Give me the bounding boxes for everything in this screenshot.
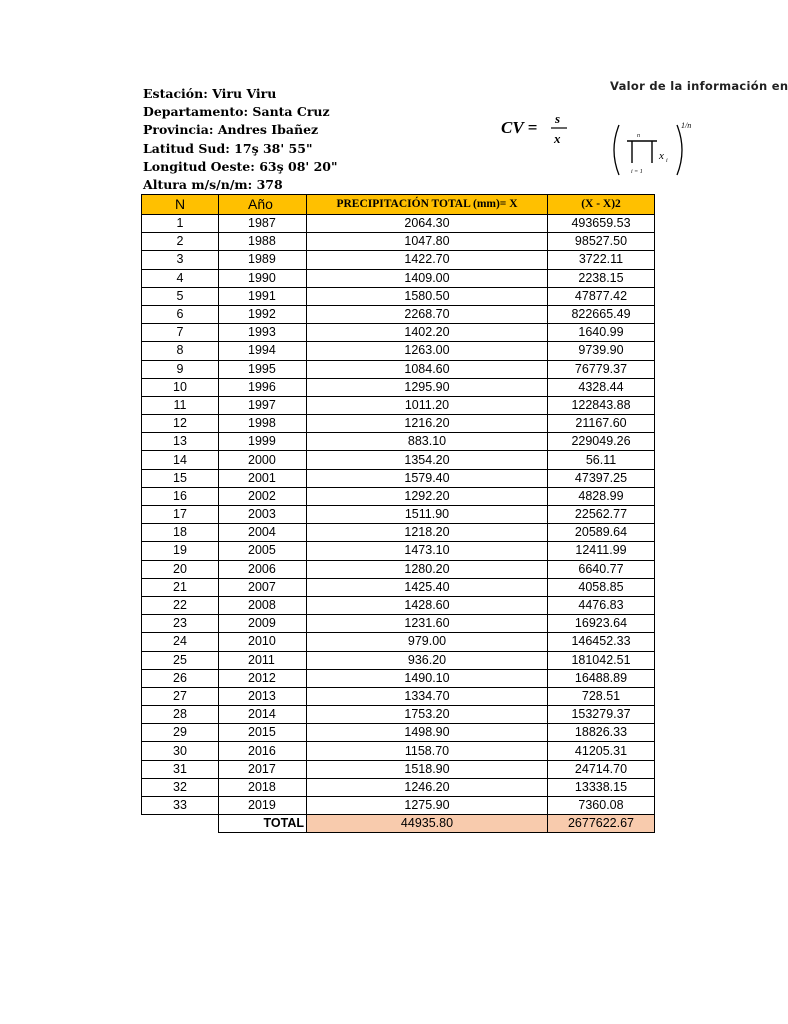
cell-n: 11 <box>142 396 219 414</box>
cell-year: 2003 <box>219 506 307 524</box>
table-row <box>142 669 655 687</box>
table-row <box>142 360 655 378</box>
station-longitude: Longitud Oeste: 63ş 08' 20" <box>143 158 338 174</box>
cell-n: 16 <box>142 487 219 505</box>
cell-n: 15 <box>142 469 219 487</box>
cell-year: 1988 <box>219 233 307 251</box>
cell-n: 20 <box>142 560 219 578</box>
cell-n: 21 <box>142 578 219 596</box>
cell-precipitation: 2064.30 <box>307 215 548 233</box>
cell-year: 2017 <box>219 760 307 778</box>
cell-precipitation: 1084.60 <box>307 360 548 378</box>
table-row <box>142 251 655 269</box>
cell-deviation: 18826.33 <box>548 724 655 742</box>
table-row <box>142 506 655 524</box>
cell-precipitation: 936.20 <box>307 651 548 669</box>
cell-deviation: 16923.64 <box>548 615 655 633</box>
cell-year: 1987 <box>219 215 307 233</box>
cell-year: 1997 <box>219 396 307 414</box>
cell-n: 22 <box>142 596 219 614</box>
cell-year: 1995 <box>219 360 307 378</box>
cell-year: 2016 <box>219 742 307 760</box>
cell-deviation: 146452.33 <box>548 633 655 651</box>
cell-n: 19 <box>142 542 219 560</box>
cell-deviation: 822665.49 <box>548 305 655 323</box>
cell-year: 2000 <box>219 451 307 469</box>
cell-n: 10 <box>142 378 219 396</box>
table-row <box>142 578 655 596</box>
cell-deviation: 3722.11 <box>548 251 655 269</box>
cell-year: 1990 <box>219 269 307 287</box>
cell-n: 29 <box>142 724 219 742</box>
cell-n: 14 <box>142 451 219 469</box>
cell-deviation: 76779.37 <box>548 360 655 378</box>
header-year: Año <box>219 195 307 215</box>
cell-deviation: 13338.15 <box>548 778 655 796</box>
table-row <box>142 287 655 305</box>
table-row <box>142 469 655 487</box>
product-formula-image <box>605 115 695 185</box>
cell-deviation: 12411.99 <box>548 542 655 560</box>
table-header-row <box>142 195 655 215</box>
cell-n: 2 <box>142 233 219 251</box>
table-row <box>142 342 655 360</box>
cell-deviation: 7360.08 <box>548 797 655 815</box>
cell-precipitation: 1275.90 <box>307 797 548 815</box>
table-row <box>142 396 655 414</box>
precipitation-table <box>141 194 655 833</box>
table-row <box>142 687 655 705</box>
cell-n: 7 <box>142 324 219 342</box>
cell-n: 9 <box>142 360 219 378</box>
table-row <box>142 487 655 505</box>
cell-precipitation: 1753.20 <box>307 706 548 724</box>
cell-deviation: 493659.53 <box>548 215 655 233</box>
cell-deviation: 229049.26 <box>548 433 655 451</box>
cell-precipitation: 1280.20 <box>307 560 548 578</box>
cell-deviation: 41205.31 <box>548 742 655 760</box>
svg-text:1/n: 1/n <box>681 121 692 130</box>
cv-formula-lhs: CV = <box>501 118 538 137</box>
cell-n: 3 <box>142 251 219 269</box>
table-row <box>142 778 655 796</box>
total-label: TOTAL <box>219 815 307 833</box>
svg-text:n: n <box>637 133 640 139</box>
cell-deviation: 24714.70 <box>548 760 655 778</box>
table-row <box>142 215 655 233</box>
cell-precipitation: 1295.90 <box>307 378 548 396</box>
cell-year: 2019 <box>219 797 307 815</box>
table-row <box>142 542 655 560</box>
cell-precipitation: 1425.40 <box>307 578 548 596</box>
table-row <box>142 560 655 578</box>
table-row <box>142 760 655 778</box>
station-altitude: Altura m/s/n/m: 378 <box>143 176 283 192</box>
table-total-row <box>142 815 655 833</box>
svg-text:x: x <box>554 131 561 146</box>
cell-n: 24 <box>142 633 219 651</box>
cell-precipitation: 1354.20 <box>307 451 548 469</box>
cell-year: 2009 <box>219 615 307 633</box>
svg-text:x: x <box>659 150 664 162</box>
table-row <box>142 378 655 396</box>
cell-year: 2015 <box>219 724 307 742</box>
cell-precipitation: 1409.00 <box>307 269 548 287</box>
table-row <box>142 433 655 451</box>
cell-deviation: 21167.60 <box>548 415 655 433</box>
cell-precipitation: 1231.60 <box>307 615 548 633</box>
total-precipitation: 44935.80 <box>307 815 548 833</box>
cell-n: 13 <box>142 433 219 451</box>
table-row <box>142 451 655 469</box>
table-row <box>142 415 655 433</box>
table-row <box>142 742 655 760</box>
cell-precipitation: 1158.70 <box>307 742 548 760</box>
cell-n: 8 <box>142 342 219 360</box>
cell-n: 12 <box>142 415 219 433</box>
cell-year: 2002 <box>219 487 307 505</box>
cell-precipitation: 1428.60 <box>307 596 548 614</box>
cell-n: 23 <box>142 615 219 633</box>
cell-deviation: 4058.85 <box>548 578 655 596</box>
cell-n: 27 <box>142 687 219 705</box>
cell-year: 1994 <box>219 342 307 360</box>
cell-year: 2013 <box>219 687 307 705</box>
cell-n: 33 <box>142 797 219 815</box>
station-latitude: Latitud Sud: 17ş 38' 55" <box>143 140 313 156</box>
cell-year: 1996 <box>219 378 307 396</box>
cell-n: 17 <box>142 506 219 524</box>
cell-precipitation: 1580.50 <box>307 287 548 305</box>
cell-year: 1991 <box>219 287 307 305</box>
cell-precipitation: 1218.20 <box>307 524 548 542</box>
cell-deviation: 9739.90 <box>548 342 655 360</box>
cell-deviation: 181042.51 <box>548 651 655 669</box>
cell-deviation: 122843.88 <box>548 396 655 414</box>
cell-deviation: 4828.99 <box>548 487 655 505</box>
cell-precipitation: 1490.10 <box>307 669 548 687</box>
table-row <box>142 633 655 651</box>
cell-precipitation: 1011.20 <box>307 396 548 414</box>
cell-precipitation: 1334.70 <box>307 687 548 705</box>
cv-formula-image <box>495 103 575 153</box>
cell-year: 2008 <box>219 596 307 614</box>
cell-deviation: 22562.77 <box>548 506 655 524</box>
table-row <box>142 324 655 342</box>
cell-precipitation: 979.00 <box>307 633 548 651</box>
cell-precipitation: 1047.80 <box>307 233 548 251</box>
cell-year: 2006 <box>219 560 307 578</box>
cell-year: 2014 <box>219 706 307 724</box>
cell-n: 5 <box>142 287 219 305</box>
cell-precipitation: 1511.90 <box>307 506 548 524</box>
cell-precipitation: 1246.20 <box>307 778 548 796</box>
table-body <box>142 215 655 815</box>
cell-deviation: 4476.83 <box>548 596 655 614</box>
cell-precipitation: 1473.10 <box>307 542 548 560</box>
cell-n: 4 <box>142 269 219 287</box>
cell-n: 18 <box>142 524 219 542</box>
cell-n: 25 <box>142 651 219 669</box>
total-deviation: 2677622.67 <box>548 815 655 833</box>
header-deviation: (X - X)2 <box>548 195 655 215</box>
cell-precipitation: 2268.70 <box>307 305 548 323</box>
cell-year: 1989 <box>219 251 307 269</box>
svg-text:i: i <box>666 158 668 164</box>
cell-year: 2007 <box>219 578 307 596</box>
cell-deviation: 98527.50 <box>548 233 655 251</box>
cell-year: 2004 <box>219 524 307 542</box>
cell-deviation: 47397.25 <box>548 469 655 487</box>
cell-deviation: 2238.15 <box>548 269 655 287</box>
cell-deviation: 20589.64 <box>548 524 655 542</box>
table-row <box>142 524 655 542</box>
station-province: Provincia: Andres Ibañez <box>143 122 319 138</box>
cell-deviation: 47877.42 <box>548 287 655 305</box>
table-row <box>142 596 655 614</box>
cell-year: 2010 <box>219 633 307 651</box>
cell-year: 2011 <box>219 651 307 669</box>
table-row <box>142 269 655 287</box>
svg-text:s: s <box>555 111 561 126</box>
cell-precipitation: 1518.90 <box>307 760 548 778</box>
cell-year: 1993 <box>219 324 307 342</box>
cell-deviation: 6640.77 <box>548 560 655 578</box>
table-row <box>142 651 655 669</box>
cell-year: 2001 <box>219 469 307 487</box>
cell-year: 1992 <box>219 305 307 323</box>
svg-text:i = 1: i = 1 <box>631 169 643 175</box>
formula-heading: Valor de la información en <box>610 79 788 93</box>
cell-n: 30 <box>142 742 219 760</box>
table-row <box>142 706 655 724</box>
table-row <box>142 724 655 742</box>
cell-precipitation: 1422.70 <box>307 251 548 269</box>
cell-deviation: 4328.44 <box>548 378 655 396</box>
cell-precipitation: 883.10 <box>307 433 548 451</box>
cell-precipitation: 1402.20 <box>307 324 548 342</box>
cell-n: 26 <box>142 669 219 687</box>
table-row <box>142 233 655 251</box>
cell-precipitation: 1579.40 <box>307 469 548 487</box>
cell-precipitation: 1292.20 <box>307 487 548 505</box>
cell-precipitation: 1498.90 <box>307 724 548 742</box>
station-department: Departamento: Santa Cruz <box>143 104 330 120</box>
table-row <box>142 615 655 633</box>
cell-deviation: 728.51 <box>548 687 655 705</box>
cell-deviation: 56.11 <box>548 451 655 469</box>
header-n: N <box>142 195 219 215</box>
cell-n: 1 <box>142 215 219 233</box>
cell-n: 32 <box>142 778 219 796</box>
table-row <box>142 305 655 323</box>
table-row <box>142 797 655 815</box>
cell-deviation: 1640.99 <box>548 324 655 342</box>
cell-n: 31 <box>142 760 219 778</box>
cell-year: 2005 <box>219 542 307 560</box>
cell-year: 1999 <box>219 433 307 451</box>
cell-n: 28 <box>142 706 219 724</box>
station-info <box>143 85 338 194</box>
cell-year: 2012 <box>219 669 307 687</box>
cell-deviation: 16488.89 <box>548 669 655 687</box>
station-name: Estación: Viru Viru <box>143 86 277 101</box>
cell-precipitation: 1263.00 <box>307 342 548 360</box>
cell-year: 2018 <box>219 778 307 796</box>
header-precipitation: PRECIPITACIÓN TOTAL (mm)= X <box>307 195 548 215</box>
cell-n: 6 <box>142 305 219 323</box>
cell-deviation: 153279.37 <box>548 706 655 724</box>
cell-year: 1998 <box>219 415 307 433</box>
cell-precipitation: 1216.20 <box>307 415 548 433</box>
